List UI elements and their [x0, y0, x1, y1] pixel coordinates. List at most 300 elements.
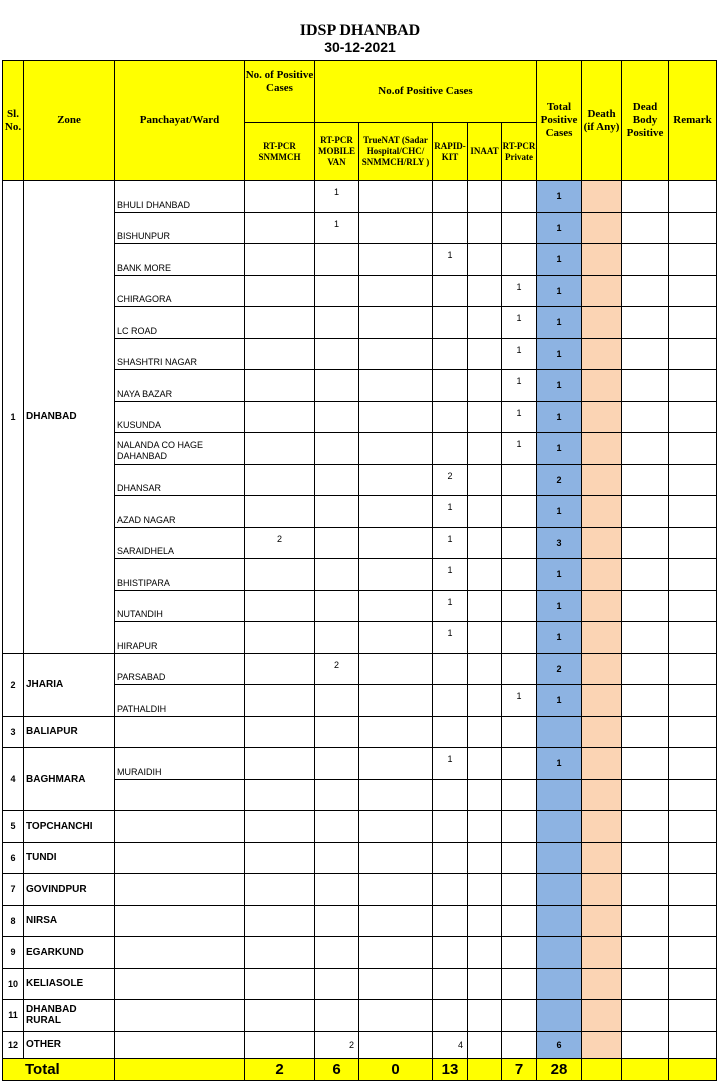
panchayat-ward	[115, 1000, 245, 1032]
cell-rtpcr-mobile	[315, 275, 359, 307]
panchayat-ward: HIRAPUR	[115, 622, 245, 654]
cell-rapid	[433, 874, 468, 906]
cell-rtpcr-snmmch	[245, 275, 315, 307]
cell-death	[582, 275, 622, 307]
cell-rtpcr-snmmch	[245, 212, 315, 244]
panchayat-ward: AZAD NAGAR	[115, 496, 245, 528]
cell-remark	[669, 905, 717, 937]
zone-name: BAGHMARA	[24, 748, 115, 811]
cell-inaat	[468, 842, 502, 874]
cell-rapid	[433, 905, 468, 937]
cell-truenat	[359, 370, 433, 402]
cell-inaat	[468, 1000, 502, 1032]
cell-death	[582, 685, 622, 717]
header-rtpcr-private: RT-PCR Private	[502, 123, 537, 181]
cell-rtpcr-mobile	[315, 937, 359, 969]
cell-rapid	[433, 842, 468, 874]
cell-rapid: 1	[433, 622, 468, 654]
cell-death	[582, 338, 622, 370]
cell-rapid: 1	[433, 527, 468, 559]
cell-rtpcr-mobile	[315, 874, 359, 906]
cell-total-positive	[537, 716, 582, 748]
cell-rtpcr-snmmch	[245, 622, 315, 654]
cell-total-positive: 1	[537, 370, 582, 402]
cell-rtpcr-snmmch	[245, 401, 315, 433]
cell-rapid	[433, 716, 468, 748]
header-truenat: TrueNAT (Sadar Hospital/CHC/ SNMMCH/RLY )	[359, 123, 433, 181]
cell-rapid	[433, 937, 468, 969]
table-row	[3, 1031, 717, 1059]
cell-rtpcr-mobile	[315, 905, 359, 937]
cell-truenat	[359, 338, 433, 370]
cell-total-positive: 1	[537, 275, 582, 307]
cell-rtpcr-snmmch	[245, 685, 315, 717]
totals-label: Total	[3, 1059, 115, 1081]
cell-rtpcr-mobile	[315, 968, 359, 1000]
totals-empty	[669, 1059, 717, 1081]
cell-death	[582, 653, 622, 685]
cell-remark	[669, 937, 717, 969]
zone-name: TOPCHANCHI	[24, 811, 115, 843]
cell-truenat	[359, 937, 433, 969]
cell-rtpcr-mobile	[315, 370, 359, 402]
cell-rtpcr-private: 1	[502, 401, 537, 433]
cell-rtpcr-snmmch	[245, 1000, 315, 1032]
cell-dead-body	[622, 968, 669, 1000]
cell-rapid	[433, 779, 468, 811]
header-rapid: RAPID-KIT	[433, 123, 468, 181]
cell-death	[582, 401, 622, 433]
zone-name: KELIASOLE	[24, 968, 115, 1000]
header-no-of-positive: No.of Positive Cases	[315, 61, 537, 123]
cell-dead-body	[622, 370, 669, 402]
cell-dead-body	[622, 496, 669, 528]
zone-sl: 10	[3, 968, 24, 1000]
cell-rtpcr-mobile	[315, 244, 359, 276]
cell-death	[582, 716, 622, 748]
cell-death	[582, 779, 622, 811]
cell-remark	[669, 275, 717, 307]
cell-rtpcr-snmmch	[245, 338, 315, 370]
cell-truenat	[359, 968, 433, 1000]
cell-dead-body	[622, 842, 669, 874]
panchayat-ward	[115, 874, 245, 906]
cell-rapid	[433, 307, 468, 339]
cell-remark	[669, 244, 717, 276]
zone-sl: 2	[3, 653, 24, 716]
cell-rtpcr-private: 1	[502, 685, 537, 717]
panchayat-ward: NUTANDIH	[115, 590, 245, 622]
panchayat-ward: PARSABAD	[115, 653, 245, 685]
cell-rtpcr-mobile	[315, 496, 359, 528]
panchayat-ward: SHASHTRI NAGAR	[115, 338, 245, 370]
cell-rtpcr-private	[502, 590, 537, 622]
cell-death	[582, 181, 622, 213]
header-zone: Zone	[24, 61, 115, 181]
cell-truenat	[359, 527, 433, 559]
cell-rtpcr-mobile	[315, 685, 359, 717]
cell-rtpcr-private	[502, 716, 537, 748]
totals-row	[3, 1059, 717, 1081]
cell-truenat	[359, 1031, 433, 1059]
cell-rtpcr-snmmch	[245, 370, 315, 402]
zone-sl: 8	[3, 905, 24, 937]
cell-rapid	[433, 338, 468, 370]
cell-inaat	[468, 527, 502, 559]
cell-rtpcr-mobile	[315, 559, 359, 591]
cell-rapid	[433, 685, 468, 717]
cell-death	[582, 464, 622, 496]
cell-rtpcr-private	[502, 181, 537, 213]
zone-sl: 5	[3, 811, 24, 843]
cell-rtpcr-private: 1	[502, 370, 537, 402]
cell-rtpcr-mobile	[315, 307, 359, 339]
cell-rapid	[433, 811, 468, 843]
cell-truenat	[359, 212, 433, 244]
cell-inaat	[468, 905, 502, 937]
cell-inaat	[468, 433, 502, 465]
totals-empty	[582, 1059, 622, 1081]
cell-remark	[669, 212, 717, 244]
cases-table	[2, 60, 717, 1081]
cell-inaat	[468, 275, 502, 307]
cell-inaat	[468, 401, 502, 433]
cell-rtpcr-private	[502, 1000, 537, 1032]
cell-death	[582, 842, 622, 874]
table-row	[3, 181, 717, 213]
cell-remark	[669, 338, 717, 370]
zone-name: BALIAPUR	[24, 716, 115, 748]
total-truenat: 0	[359, 1059, 433, 1081]
table-row	[3, 968, 717, 1000]
cell-total-positive	[537, 842, 582, 874]
cell-rapid	[433, 212, 468, 244]
cell-truenat	[359, 653, 433, 685]
cell-dead-body	[622, 401, 669, 433]
cell-rtpcr-snmmch	[245, 181, 315, 213]
cell-total-positive: 1	[537, 496, 582, 528]
cell-inaat	[468, 370, 502, 402]
zone-name: EGARKUND	[24, 937, 115, 969]
cell-dead-body	[622, 685, 669, 717]
cell-remark	[669, 968, 717, 1000]
cell-rtpcr-mobile	[315, 590, 359, 622]
cell-rapid	[433, 275, 468, 307]
cell-remark	[669, 842, 717, 874]
cell-remark	[669, 527, 717, 559]
zone-sl: 12	[3, 1031, 24, 1059]
total-rtpcr-snmmch: 2	[245, 1059, 315, 1081]
panchayat-ward: LC ROAD	[115, 307, 245, 339]
cell-remark	[669, 622, 717, 654]
cell-dead-body	[622, 212, 669, 244]
cell-death	[582, 244, 622, 276]
cell-rtpcr-private	[502, 748, 537, 780]
cell-rtpcr-snmmch	[245, 937, 315, 969]
cell-truenat	[359, 622, 433, 654]
cell-dead-body	[622, 275, 669, 307]
cell-rtpcr-private: 1	[502, 338, 537, 370]
cell-death	[582, 968, 622, 1000]
cell-truenat	[359, 811, 433, 843]
cell-total-positive	[537, 905, 582, 937]
cell-remark	[669, 590, 717, 622]
zone-sl: 1	[3, 181, 24, 654]
cell-rtpcr-snmmch: 2	[245, 527, 315, 559]
cell-dead-body	[622, 811, 669, 843]
cell-truenat	[359, 244, 433, 276]
cell-death	[582, 811, 622, 843]
cell-total-positive: 1	[537, 401, 582, 433]
cell-rapid	[433, 653, 468, 685]
cell-inaat	[468, 338, 502, 370]
cell-death	[582, 496, 622, 528]
panchayat-ward: BANK MORE	[115, 244, 245, 276]
zone-name: GOVINDPUR	[24, 874, 115, 906]
cell-rapid: 1	[433, 590, 468, 622]
panchayat-ward	[115, 905, 245, 937]
cell-dead-body	[622, 622, 669, 654]
cell-death	[582, 370, 622, 402]
cell-remark	[669, 874, 717, 906]
cell-dead-body	[622, 590, 669, 622]
cell-remark	[669, 716, 717, 748]
header-inaat: INAAT	[468, 123, 502, 181]
table-row	[3, 905, 717, 937]
cell-remark	[669, 464, 717, 496]
cell-total-positive: 2	[537, 464, 582, 496]
cell-rtpcr-snmmch	[245, 716, 315, 748]
total-rapid: 13	[433, 1059, 468, 1081]
cell-total-positive: 1	[537, 307, 582, 339]
cell-truenat	[359, 748, 433, 780]
cell-rtpcr-snmmch	[245, 559, 315, 591]
cell-rtpcr-snmmch	[245, 779, 315, 811]
cell-rtpcr-snmmch	[245, 905, 315, 937]
cell-inaat	[468, 496, 502, 528]
cell-dead-body	[622, 464, 669, 496]
cell-remark	[669, 779, 717, 811]
cell-rtpcr-mobile	[315, 338, 359, 370]
cell-rtpcr-private	[502, 779, 537, 811]
cell-rapid: 1	[433, 748, 468, 780]
cell-remark	[669, 559, 717, 591]
cell-rapid	[433, 370, 468, 402]
cell-dead-body	[622, 307, 669, 339]
cell-inaat	[468, 716, 502, 748]
cell-total-positive: 1	[537, 433, 582, 465]
panchayat-ward: NALANDA CO HAGE DAHANBAD	[115, 433, 245, 465]
cell-remark	[669, 748, 717, 780]
cell-rtpcr-mobile	[315, 433, 359, 465]
panchayat-ward	[115, 968, 245, 1000]
panchayat-ward: BISHUNPUR	[115, 212, 245, 244]
cell-rapid	[433, 968, 468, 1000]
header-death: Death (if Any)	[582, 61, 622, 181]
panchayat-ward	[115, 779, 245, 811]
cell-truenat	[359, 307, 433, 339]
panchayat-ward: CHIRAGORA	[115, 275, 245, 307]
cell-rtpcr-mobile	[315, 779, 359, 811]
cell-remark	[669, 1000, 717, 1032]
cell-rtpcr-mobile: 2	[315, 1031, 359, 1059]
cell-rtpcr-private	[502, 1031, 537, 1059]
header-rtpcr-mobile: RT-PCR MOBILE VAN	[315, 123, 359, 181]
total-rtpcr-private: 7	[502, 1059, 537, 1081]
cell-death	[582, 1031, 622, 1059]
cell-remark	[669, 307, 717, 339]
cell-truenat	[359, 433, 433, 465]
table-row	[3, 842, 717, 874]
panchayat-ward	[115, 811, 245, 843]
cell-inaat	[468, 685, 502, 717]
zone-sl: 11	[3, 1000, 24, 1032]
zone-sl: 7	[3, 874, 24, 906]
cell-rtpcr-snmmch	[245, 433, 315, 465]
cell-remark	[669, 370, 717, 402]
cell-truenat	[359, 779, 433, 811]
table-row	[3, 937, 717, 969]
panchayat-ward	[115, 937, 245, 969]
cell-rapid	[433, 1000, 468, 1032]
panchayat-ward: BHULI DHANBAD	[115, 181, 245, 213]
cell-inaat	[468, 937, 502, 969]
totals-blank	[115, 1059, 245, 1081]
cell-truenat	[359, 181, 433, 213]
cell-inaat	[468, 653, 502, 685]
cell-death	[582, 559, 622, 591]
panchayat-ward: MURAIDIH	[115, 748, 245, 780]
cell-truenat	[359, 716, 433, 748]
cell-total-positive	[537, 1000, 582, 1032]
totals-empty	[622, 1059, 669, 1081]
cell-rtpcr-private	[502, 244, 537, 276]
cell-truenat	[359, 1000, 433, 1032]
cell-total-positive	[537, 874, 582, 906]
header-rtpcr-snmmch: RT-PCR SNMMCH	[245, 123, 315, 181]
panchayat-ward: DHANSAR	[115, 464, 245, 496]
cell-inaat	[468, 811, 502, 843]
cell-inaat	[468, 748, 502, 780]
table-row	[3, 1000, 717, 1032]
cell-inaat	[468, 779, 502, 811]
panchayat-ward: PATHALDIH	[115, 685, 245, 717]
cell-rapid: 1	[433, 559, 468, 591]
zone-name: OTHER	[24, 1031, 115, 1059]
cell-rtpcr-private	[502, 527, 537, 559]
cell-total-positive: 2	[537, 653, 582, 685]
cell-rtpcr-private	[502, 464, 537, 496]
cell-death	[582, 874, 622, 906]
cell-truenat	[359, 275, 433, 307]
zone-name: NIRSA	[24, 905, 115, 937]
cell-death	[582, 748, 622, 780]
cell-total-positive: 1	[537, 338, 582, 370]
cell-total-positive: 1	[537, 748, 582, 780]
cell-inaat	[468, 968, 502, 1000]
cell-rtpcr-mobile	[315, 1000, 359, 1032]
cell-total-positive: 1	[537, 181, 582, 213]
cell-remark	[669, 433, 717, 465]
cell-rtpcr-mobile	[315, 716, 359, 748]
cell-rtpcr-private	[502, 811, 537, 843]
cell-dead-body	[622, 716, 669, 748]
cell-dead-body	[622, 1000, 669, 1032]
cell-dead-body	[622, 338, 669, 370]
cell-rtpcr-private	[502, 905, 537, 937]
cell-dead-body	[622, 653, 669, 685]
cell-rtpcr-snmmch	[245, 811, 315, 843]
cell-rapid: 2	[433, 464, 468, 496]
panchayat-ward	[115, 716, 245, 748]
cell-rtpcr-private	[502, 874, 537, 906]
cell-dead-body	[622, 905, 669, 937]
zone-name: TUNDI	[24, 842, 115, 874]
total-positive-sum: 28	[537, 1059, 582, 1081]
cell-dead-body	[622, 874, 669, 906]
report-date: 30-12-2021	[324, 39, 396, 55]
cell-total-positive	[537, 968, 582, 1000]
panchayat-ward: KUSUNDA	[115, 401, 245, 433]
total-rtpcr-mobile: 6	[315, 1059, 359, 1081]
cell-inaat	[468, 212, 502, 244]
cell-rtpcr-mobile	[315, 748, 359, 780]
cell-truenat	[359, 842, 433, 874]
cell-rapid	[433, 433, 468, 465]
cell-inaat	[468, 559, 502, 591]
cell-rtpcr-snmmch	[245, 590, 315, 622]
zone-sl: 3	[3, 716, 24, 748]
panchayat-ward	[115, 842, 245, 874]
cell-rtpcr-private: 1	[502, 433, 537, 465]
cell-rtpcr-mobile	[315, 401, 359, 433]
cell-rtpcr-mobile: 1	[315, 181, 359, 213]
cell-remark	[669, 496, 717, 528]
header-remark: Remark	[669, 61, 717, 181]
cell-rtpcr-mobile	[315, 622, 359, 654]
cell-dead-body	[622, 433, 669, 465]
cell-rapid: 1	[433, 496, 468, 528]
cell-remark	[669, 811, 717, 843]
cell-dead-body	[622, 937, 669, 969]
cell-dead-body	[622, 244, 669, 276]
cell-total-positive: 1	[537, 244, 582, 276]
cell-rapid: 4	[433, 1031, 468, 1059]
cell-rtpcr-private: 1	[502, 275, 537, 307]
cell-rtpcr-private	[502, 968, 537, 1000]
cell-death	[582, 1000, 622, 1032]
header-sl: Sl. No.	[3, 61, 24, 181]
cell-rtpcr-private	[502, 842, 537, 874]
cell-rapid	[433, 181, 468, 213]
header-dead-body: Dead Body Positive	[622, 61, 669, 181]
zone-name: JHARIA	[24, 653, 115, 716]
cell-total-positive: 6	[537, 1031, 582, 1059]
cell-death	[582, 433, 622, 465]
cell-inaat	[468, 874, 502, 906]
cell-rapid: 1	[433, 244, 468, 276]
table-row	[3, 653, 717, 685]
cell-rtpcr-snmmch	[245, 874, 315, 906]
cell-death	[582, 590, 622, 622]
cell-total-positive: 1	[537, 590, 582, 622]
cell-inaat	[468, 464, 502, 496]
cell-remark	[669, 401, 717, 433]
cell-rtpcr-snmmch	[245, 653, 315, 685]
zone-name: DHANBAD	[24, 181, 115, 654]
cell-inaat	[468, 244, 502, 276]
cell-rtpcr-private	[502, 622, 537, 654]
